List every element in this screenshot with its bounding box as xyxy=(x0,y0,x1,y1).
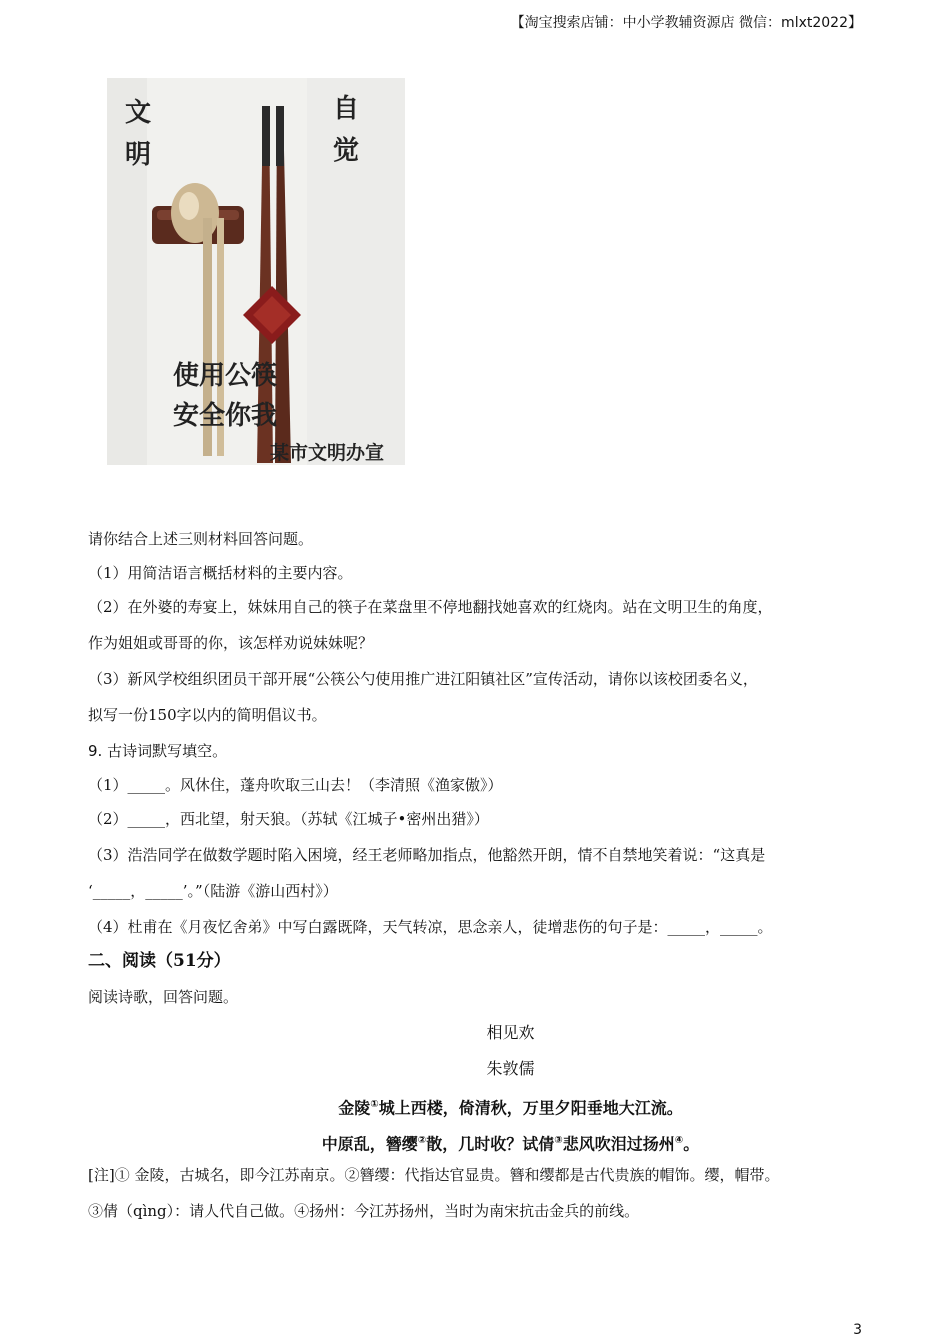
q9-part3b: ‘_____，_____’。”（陆游《游山西村》） xyxy=(88,882,338,900)
q8-part3b: 拟写一份150字以内的简明倡议书。 xyxy=(88,706,327,724)
poster-left-text: 文 明 xyxy=(125,98,152,170)
poem-note-2: ③倩（qìng）：请人代自己做。④扬州：今江苏扬州，当时为南宋抗击金兵的前线。 xyxy=(88,1202,640,1220)
q9-heading xyxy=(88,736,863,770)
q9-part2: （2）_____，西北望，射天狼。（苏轼《江城子•密州出猎》） xyxy=(88,810,489,828)
q9-title: 古诗词默写填空。 xyxy=(102,742,228,760)
poster-org: 某市文明办宣 xyxy=(270,442,385,464)
q9-part3a: （3）浩浩同学在做数学题时陷入困境，经王老师略加指点，他豁然开朗，情不自禁地笑着说：“这真是 xyxy=(88,846,766,864)
q8-part2a: （2）在外婆的寿宴上，妹妹用自己的筷子在菜盘里不停地翻找她喜欢的红烧肉。站在文明卫生的角度， xyxy=(88,598,773,616)
q8-part1: （1）用简洁语言概括材料的主要内容。 xyxy=(88,564,353,582)
poster-slogan: 使用公筷 安全你我 xyxy=(173,361,278,431)
page-number: 3 xyxy=(853,1322,862,1338)
q9-part4: （4）杜甫在《月夜忆舍弟》中写白露既降，天气转凉，思念亲人，徒增悲伤的句子是：_____，_____。 xyxy=(88,918,773,936)
reading-intro: 阅读诗歌，回答问题。 xyxy=(88,988,239,1006)
poem-note-1: [注]① 金陵，古城名，即今江苏南京。②簪缨：代指达官显贵。簪和缨都是古代贵族的帽饰。缨，帽带。 xyxy=(88,1166,780,1184)
q9-part1: （1）_____。风休住，蓬舟吹取三山去！（李清照《渔家傲》） xyxy=(88,776,503,794)
q9-number: 9. xyxy=(88,742,103,760)
section-title: 二、阅读（51分） xyxy=(88,951,231,971)
poster-image xyxy=(107,78,405,465)
q8-part3a: （3）新风学校组织团员干部开展“公筷公勺使用推广进江阳镇社区”宣传活动，请你以该校团委名义， xyxy=(88,670,758,688)
poem-line-1: 金陵①城上西楼，倚清秋，万里夕阳垂地大江流。 xyxy=(338,1098,683,1118)
poem-title: 相见欢 xyxy=(486,1023,535,1042)
poem-author: 朱敦儒 xyxy=(486,1059,535,1078)
intro-line: 请你结合上述三则材料回答问题。 xyxy=(88,530,314,548)
q8-part2b: 作为姐姐或哥哥的你，该怎样劝说妹妹呢？ xyxy=(88,634,374,652)
poster-right-text: 自 觉 xyxy=(333,94,360,166)
header-note: 【淘宝搜索店铺：中小学教辅资源店 微信：mlxt2022】 xyxy=(510,15,862,31)
poem-line-2: 中原乱，簪缨②散，几时收？试倩③悲风吹泪过扬州④。 xyxy=(321,1134,700,1154)
document-body xyxy=(88,524,863,1230)
